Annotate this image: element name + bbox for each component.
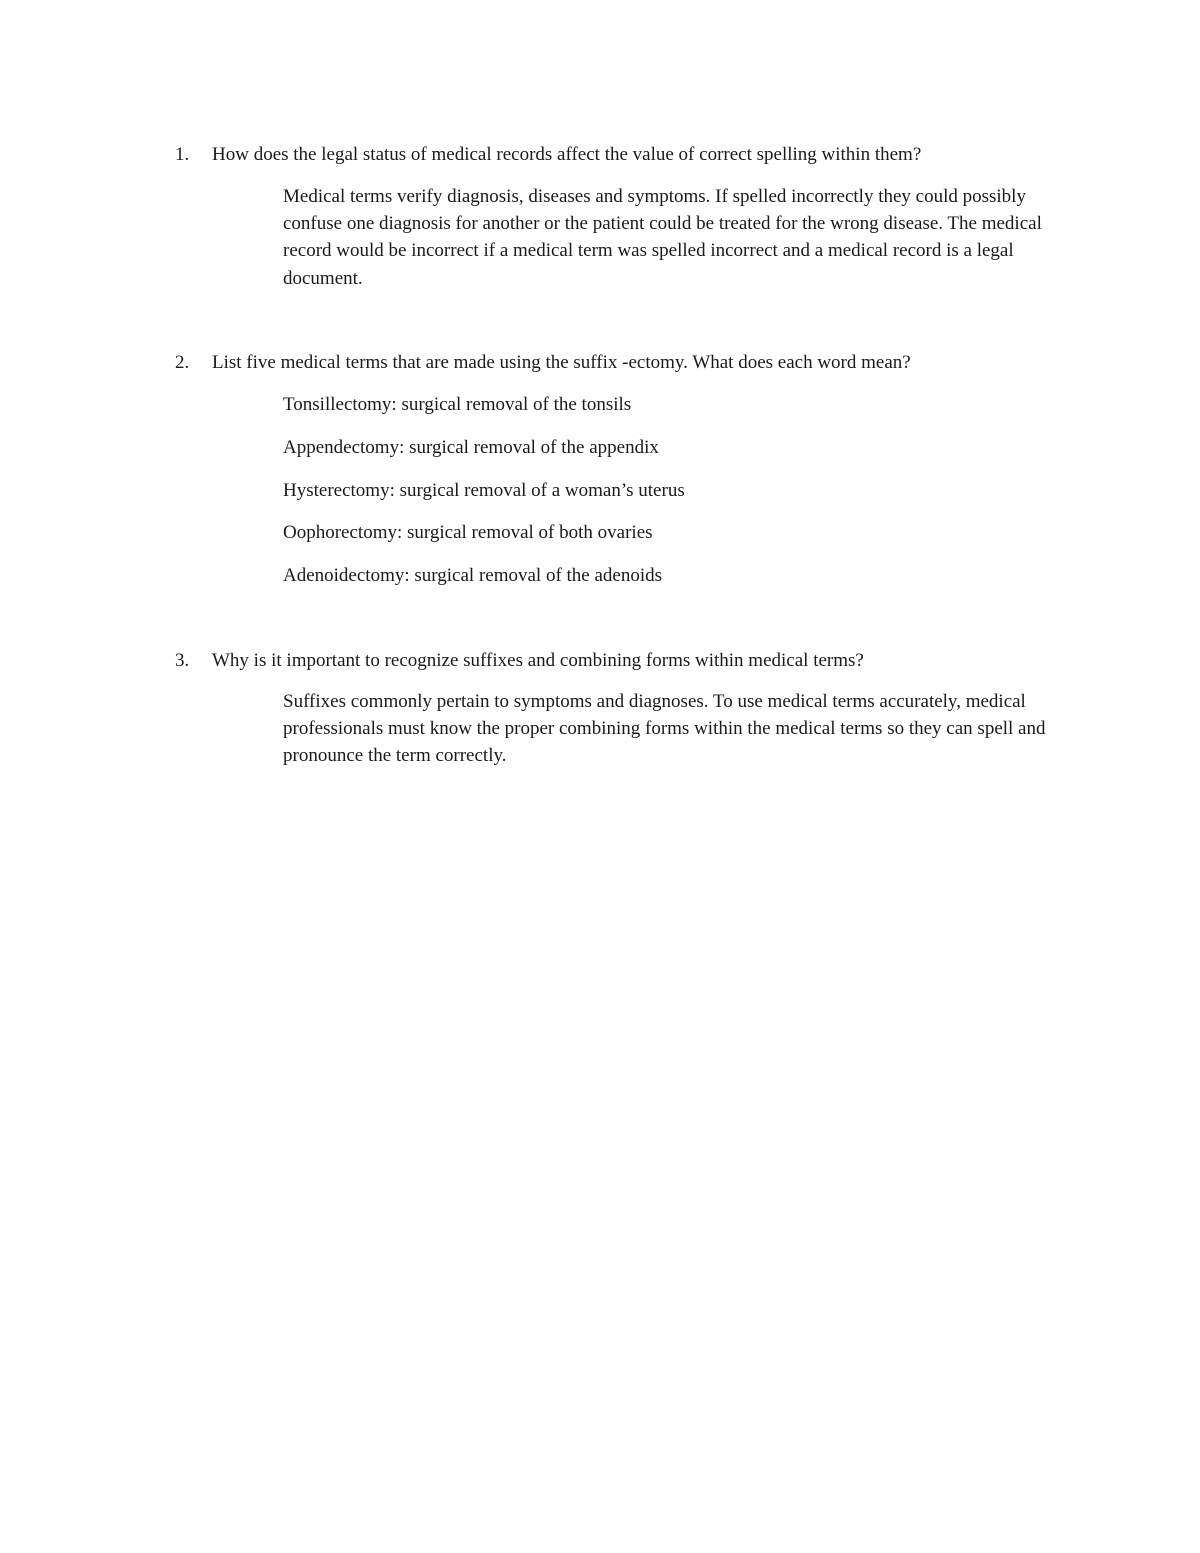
question-3: [175, 647, 1075, 674]
question-number: 1.: [175, 144, 190, 165]
question-2: [175, 349, 1075, 376]
question-text: Why is it important to recognize suffixes and combining forms within medical terms?: [212, 650, 864, 671]
question-number: 3.: [175, 650, 190, 671]
answer-1: Medical terms verify diagnosis, diseases and symptoms. If spelled incorrectly they could possibly confuse one diagnosis for another or the patient could be treated for the wrong disease. The medical record would be incorrect if a medical term was spelled incorrect and a medical record is a legal document.: [283, 186, 1042, 289]
term-definition: Appendectomy: surgical removal of the appendix: [283, 437, 659, 458]
term-definition: Hysterectomy: surgical removal of a woman’s uterus: [283, 480, 685, 501]
term-definition: Adenoidectomy: surgical removal of the adenoids: [283, 565, 663, 586]
question-text: List five medical terms that are made using the suffix -ectomy. What does each word mean?: [212, 352, 911, 373]
term-definition: Oophorectomy: surgical removal of both ovaries: [283, 522, 653, 543]
question-text: How does the legal status of medical records affect the value of correct spelling within them?: [212, 144, 922, 165]
answer-3: Suffixes commonly pertain to symptoms and diagnoses. To use medical terms accurately, medical professionals must know the proper combining forms within the medical terms so they can spell and pronounce the term correctly.: [283, 691, 1046, 767]
question-1: [175, 141, 1075, 168]
term-definition: Tonsillectomy: surgical removal of the tonsils: [283, 394, 632, 415]
question-number: 2.: [175, 352, 190, 373]
